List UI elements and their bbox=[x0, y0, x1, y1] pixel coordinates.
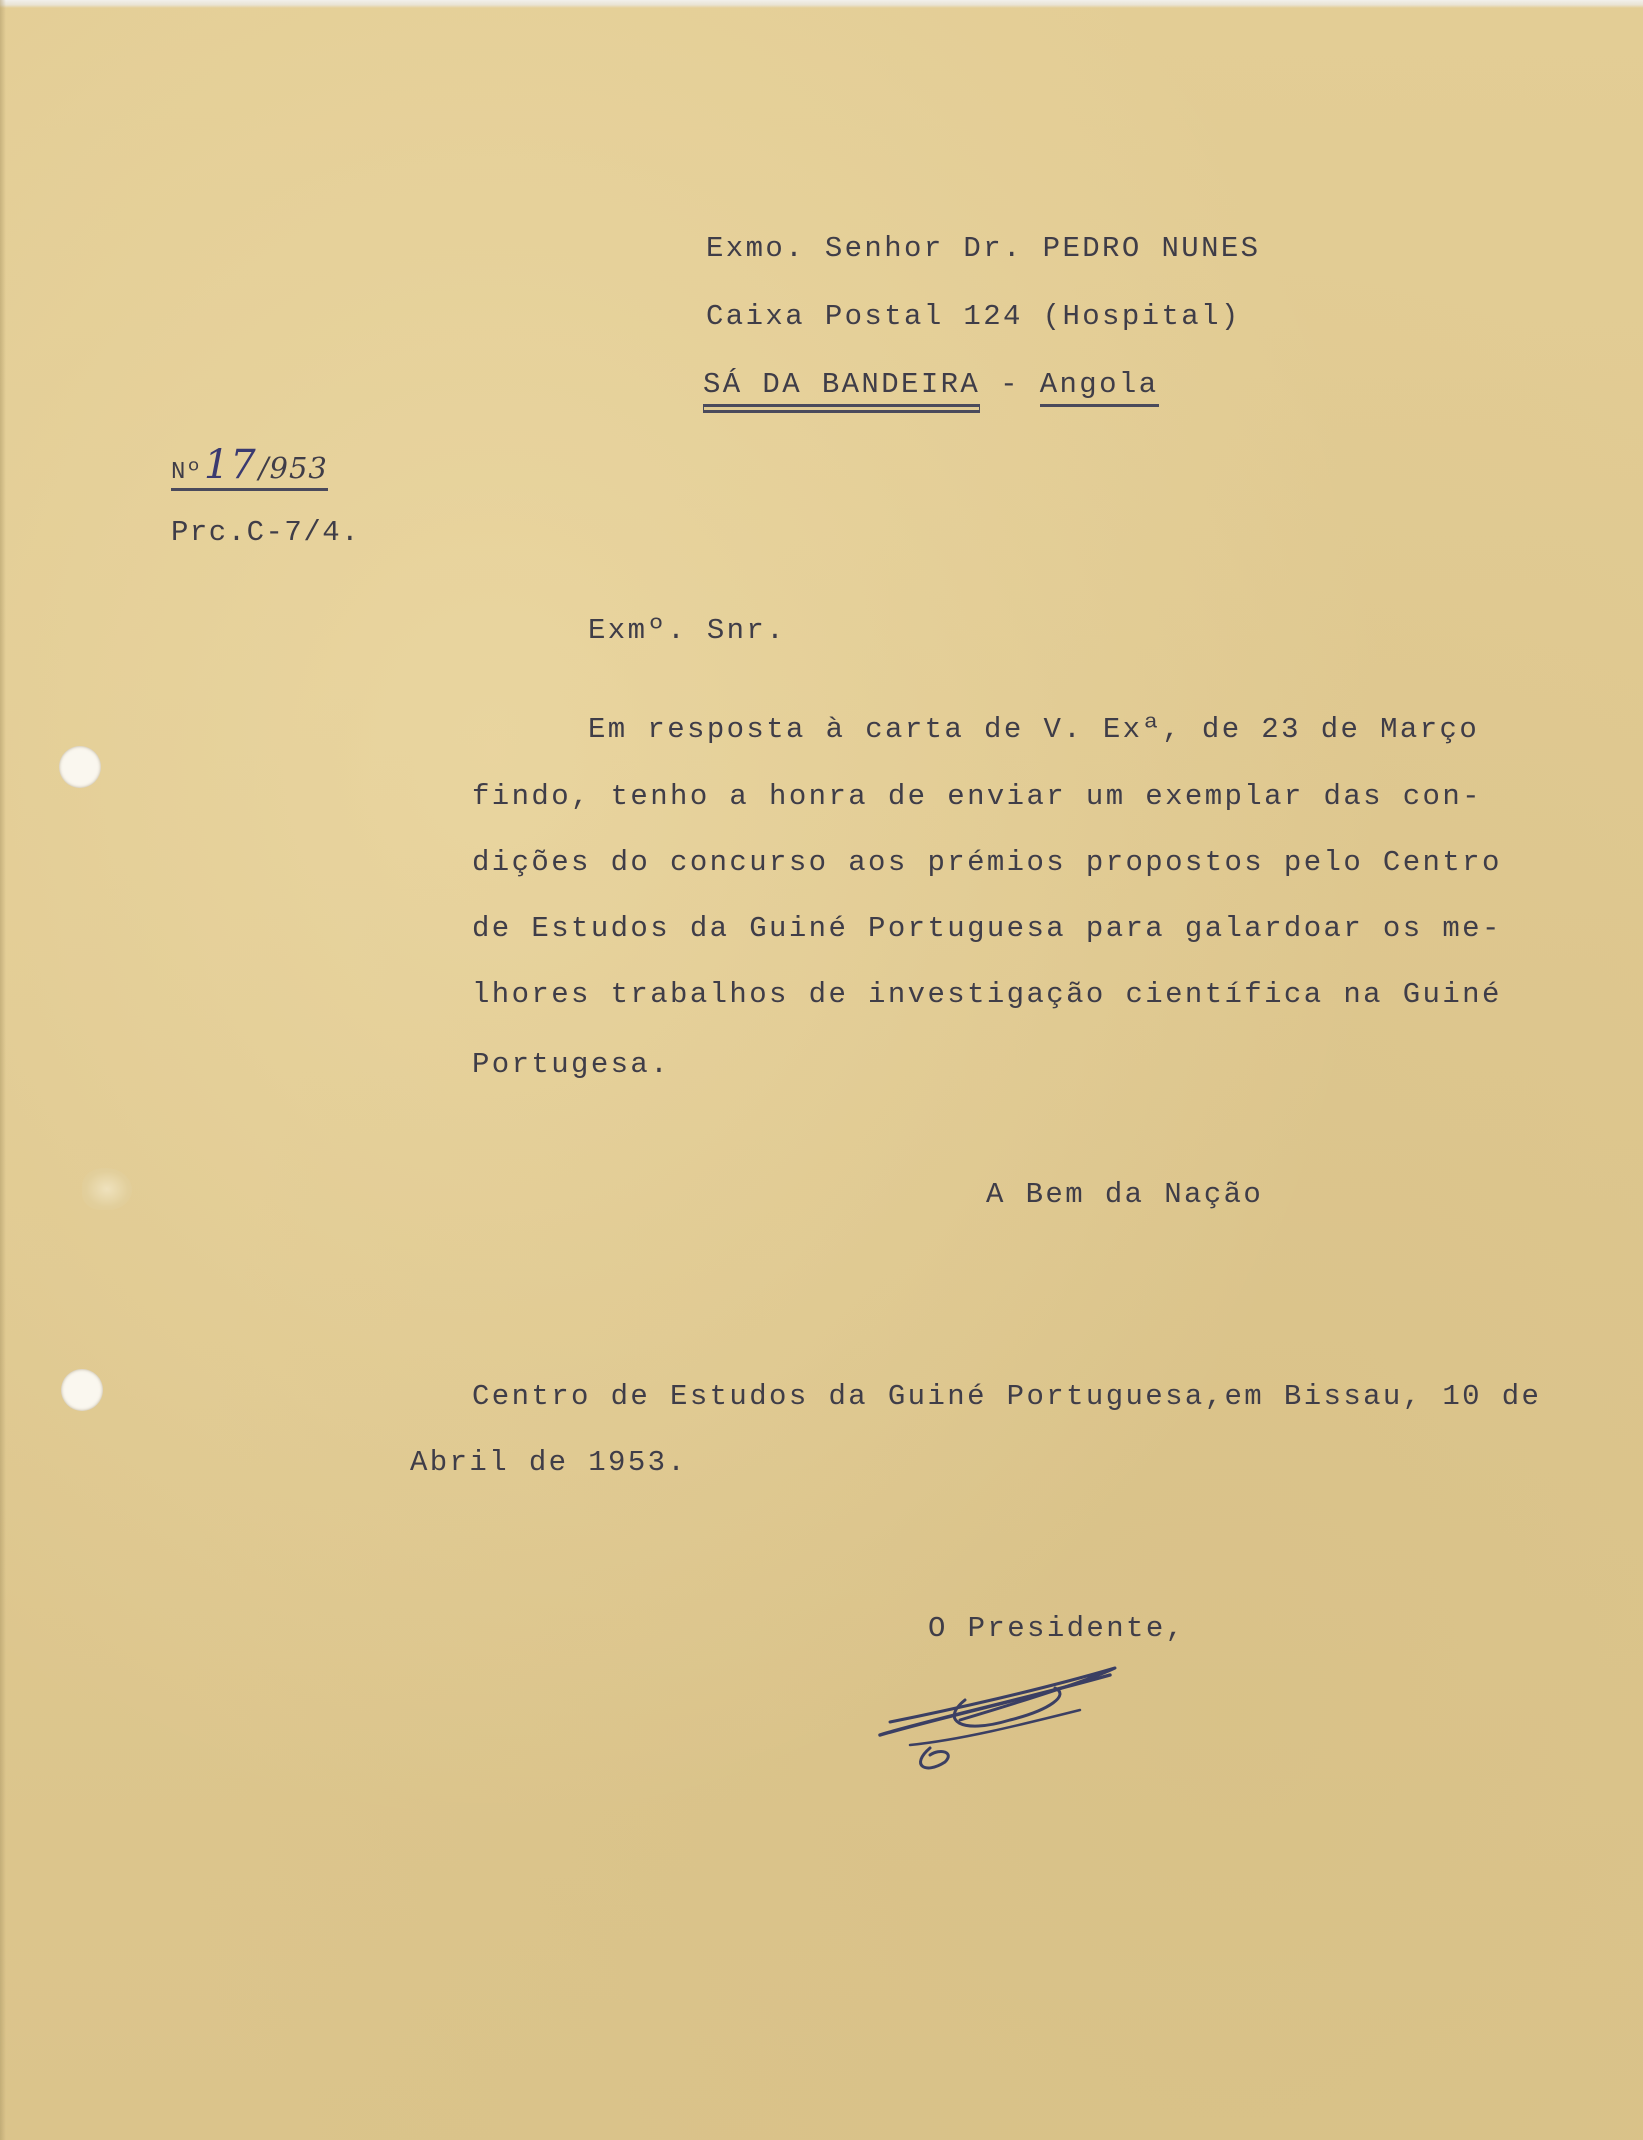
place-date-line-2: Abril de 1953. bbox=[410, 1446, 688, 1479]
addressee-line-3 bbox=[703, 370, 1159, 399]
reference-number-handwritten: 17 bbox=[203, 442, 257, 488]
signature-stroke-4 bbox=[910, 1710, 1080, 1745]
body-line-6: Portugesa. bbox=[472, 1048, 671, 1081]
addressee-city: SÁ DA BANDEIRA bbox=[703, 368, 980, 407]
salutation: Exmº. Snr. bbox=[588, 614, 787, 647]
addressee-country: Angola bbox=[1040, 368, 1159, 407]
paper-top-edge bbox=[0, 0, 1643, 8]
body-line-5: lhores trabalhos de investigação científica na Guiné bbox=[472, 978, 1502, 1011]
process-reference: Prc.C-7/4. bbox=[171, 516, 361, 549]
paper-damage bbox=[82, 1168, 132, 1210]
punch-hole-bottom bbox=[61, 1369, 103, 1411]
body-line-1: Em resposta à carta de V. Exª, de 23 de Março bbox=[588, 713, 1480, 746]
signature-stroke-2 bbox=[890, 1668, 1115, 1722]
body-line-2: findo, tenho a honra de enviar um exemplar das con- bbox=[472, 780, 1482, 813]
signature bbox=[870, 1640, 1130, 1790]
body-line-3: dições do concurso aos prémios propostos pelo Centro bbox=[472, 846, 1502, 879]
paper-left-edge bbox=[0, 0, 6, 2140]
reference-number bbox=[171, 442, 328, 491]
closing-formula: A Bem da Nação bbox=[986, 1178, 1264, 1211]
addressee-separator: - bbox=[1000, 368, 1020, 401]
addressee-line-1: Exmo. Senhor Dr. PEDRO NUNES bbox=[706, 232, 1261, 265]
punch-hole-top bbox=[59, 746, 101, 788]
signatory-title: O Presidente, bbox=[928, 1612, 1186, 1645]
place-date-line-1: Centro de Estudos da Guiné Portuguesa,em Bissau, 10 de bbox=[472, 1380, 1542, 1413]
reference-number-year: /953 bbox=[258, 451, 328, 485]
addressee-line-2: Caixa Postal 124 (Hospital) bbox=[706, 300, 1241, 333]
reference-number-prefix: Nº bbox=[171, 459, 202, 486]
signature-stroke-5 bbox=[921, 1748, 949, 1768]
body-line-4: de Estudos da Guiné Portuguesa para galardoar os me- bbox=[472, 912, 1502, 945]
